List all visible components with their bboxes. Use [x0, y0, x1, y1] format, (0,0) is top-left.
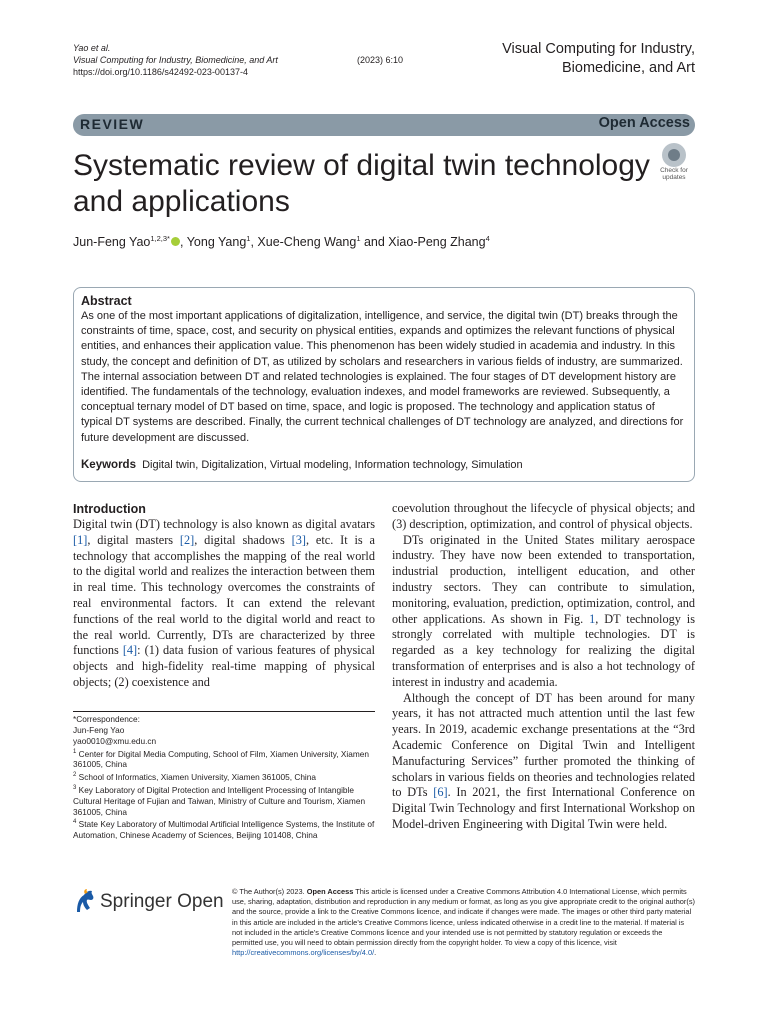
keywords: [81, 458, 686, 473]
author-separator: ,: [179, 235, 187, 250]
author-name: Xiao-Peng Zhang: [388, 235, 486, 250]
text-run: , DT technology is strongly correlated with multiple technologies. DT is regarded as a key technology for realizing the digital transformation of enterprises and is also a hot technology of interest in industry and academia.: [392, 611, 695, 689]
article-type-banner: [73, 114, 695, 136]
journal-title-line1: Visual Computing for Industry,: [502, 41, 695, 57]
introduction-heading: Introduction: [73, 502, 146, 516]
springer-open-logo: [73, 886, 224, 918]
citation-link[interactable]: [6]: [433, 785, 448, 800]
abstract-heading: Abstract: [81, 294, 132, 308]
header-authors: Yao et al.: [73, 43, 111, 53]
affiliation-item: [73, 783, 375, 817]
text-run: DTs originated in the United States military aerospace industry. They have now been extended to transportation, industrial production, intelligent education, and other industry sectors. They can contribute to simulation, monitoring, evaluation, prediction, optimization, control, and other applications. As shown in Fig.: [392, 532, 695, 626]
affiliation-text: State Key Laboratory of Multimodal Artificial Intelligence Systems, the Institute of Automation, Chinese Academy of Sciences, Beijing 101408, China: [73, 819, 375, 841]
running-header: [73, 42, 403, 78]
author-affiliation: 1: [246, 234, 251, 243]
citation-link[interactable]: [2]: [179, 532, 195, 547]
springer-horse-icon: [73, 888, 97, 914]
correspondence-label: *Correspondence:: [73, 714, 140, 724]
text-run: Digital twin (DT) technology is also known as digital avatars: [73, 517, 375, 531]
keywords-list: Digital twin, Digitalization, Virtual modeling, Information technology, Simulation: [142, 459, 523, 471]
text-run: , digital masters: [87, 532, 180, 547]
citation-link[interactable]: [1]: [73, 532, 88, 547]
author-separator: and: [360, 235, 389, 250]
author-list: [73, 231, 695, 250]
affiliation-text: School of Informatics, Xiamen University, Xiamen 361005, China: [78, 772, 317, 783]
abstract-text: As one of the most important applications of digitalization, intelligence, and service, the digital twin (DT) breaks through the constraints of time, space, cost, and security on physical entities, expands and optimizes the relevant functions of physical entities, and enhances their application value. This phenomenon has been widely studied in academia and industry. In this study, the concept and definition of DT, as utilized by scholars and researchers in various fields of industry, are summarized. The internal association between DT and related technologies is explained. The four stages of DT development history are identified. The fundamentals of the technology, evaluation indexes, and model frameworks are reviewed. Subsequently, a conceptual ternary model of DT based on time, space, and logic is proposed. The technology and application status of typical DT systems are described. Finally, the current technical challenges of DT technology are analyzed, and directions for future development are discussed.: [81, 310, 684, 444]
article-title: Systematic review of digital twin technology and applications: [73, 149, 650, 218]
intro-paragraph-3: [392, 691, 695, 833]
figure-link[interactable]: 1: [589, 611, 596, 626]
license-text: This article is licensed under a Creative Commons Attribution 4.0 International License, which permits use, sharing, adaptation, distribution and reproduction in any medium or format, as long as you give appropriate credit to the original author(s) and the source, provide a link to the Creative Commons licence, and indicate if changes were made. The images or other third party material in this article are included in the article’s Creative Commons licence, unless indicated otherwise in a credit line to the material. If material is not included in the article’s Creative Commons licence and your intended use is not permitted by statutory regulation or exceeds the permitted use, you will need to obtain permission directly from the copyright holder. To view a copy of this licence, visit: [232, 887, 695, 948]
affiliation-number: 4: [73, 819, 77, 826]
journal-title-line2: Biomedicine, and Art: [562, 60, 695, 76]
left-column: [73, 501, 375, 691]
author-name: Jun-Feng Yao: [73, 235, 151, 250]
keywords-label: Keywords: [81, 459, 136, 471]
open-access-label: Open Access: [598, 115, 690, 131]
text-run: Although the concept of DT has been around for many years, it has not attracted much attention until the last few years. In 2019, academic exchange presentations at the “3rd Academic Conference on Digital Twin and Intelligent Manufacturing Services” further promoted the thinking of scholars in various fields on theories and technologies related to DTs: [392, 690, 695, 800]
license-statement: [232, 887, 695, 958]
affiliation-number: 3: [73, 784, 77, 791]
affiliation-item: [73, 817, 375, 841]
check-for-updates-icon: [662, 143, 686, 167]
intro-paragraph-2: [392, 533, 695, 691]
citation-link[interactable]: [4]: [122, 643, 138, 658]
affiliation-text: Key Laboratory of Digital Protection and Intelligent Processing of Intangible Cultural Heritage of Fujian and Taiwan, Ministry of Culture and Tourism, Xiamen 361005, China: [73, 784, 366, 817]
journal-title: [375, 40, 695, 78]
license-link[interactable]: http://creativecommons.org/licenses/by/4.0/: [232, 948, 375, 958]
text-run: , etc. It is a technology that accomplishes the mapping of the real world to the digital world and realizes the interaction between them in real time. This technology overcomes the constraints of real environmental factors. It can extend the relevant functions of the real world to the digital world and react to the real world. Currently, DTs are characterized by three functions: [73, 532, 375, 658]
check-updates-line2: updates: [662, 174, 686, 181]
affiliation-item: [73, 747, 375, 771]
author-affiliation: 4: [485, 234, 490, 243]
intro-paragraph-1-continued: coevolution throughout the lifecycle of physical objects; and (3) description, optimization, and control of physical objects.: [392, 501, 695, 531]
abstract-box: [73, 287, 695, 482]
affiliation-text: Center for Digital Media Computing, School of Film, Xiamen University, Xiamen 361005, China: [73, 748, 370, 770]
footnote-divider: [73, 711, 375, 712]
license-open-access: Open Access: [306, 887, 354, 896]
author-separator: ,: [250, 235, 258, 250]
license-copyright: © The Author(s) 2023.: [232, 887, 307, 896]
affiliation-number: 1: [73, 748, 77, 755]
author-affiliation: 1: [356, 234, 361, 243]
article-type-label: REVIEW: [80, 116, 145, 132]
logo-text-open: Open: [177, 891, 224, 912]
right-column: [392, 501, 695, 833]
footnotes: [73, 714, 375, 841]
author-affiliation: 1,2,3*: [150, 234, 170, 243]
check-for-updates-badge[interactable]: [652, 143, 696, 181]
text-run: : (1) data fusion of various features of physical objects and high-fidelity real-time mapping of physical objects; (2) coexistence and: [73, 643, 376, 689]
orcid-icon[interactable]: [171, 237, 180, 246]
author-name: Yong Yang: [186, 235, 247, 250]
author-name: Xue-Cheng Wang: [257, 235, 357, 250]
intro-paragraph-1: [73, 517, 375, 691]
affiliation-item: [73, 770, 375, 783]
header-doi[interactable]: https://doi.org/10.1186/s42492-023-00137-4: [73, 67, 248, 77]
correspondence-email[interactable]: yao0010@xmu.edu.cn: [73, 735, 157, 746]
citation-link[interactable]: [3]: [291, 532, 306, 547]
correspondence-name: Jun-Feng Yao: [73, 724, 125, 735]
logo-text-springer: Springer: [100, 891, 172, 912]
header-journal-citation: Visual Computing for Industry, Biomedicine, and Art: [73, 55, 278, 65]
text-run: , digital shadows: [194, 532, 292, 547]
affiliation-number: 2: [73, 772, 77, 779]
header-year-volume: (2023) 6:10: [356, 55, 403, 65]
text-run: . In 2021, the first International Conference on Digital Twin Technology and first International Workshop on Model-driven Engineering with Digital Twin were held.: [392, 785, 695, 831]
check-updates-line1: Check for: [660, 167, 688, 174]
license-suffix: .: [374, 948, 377, 958]
